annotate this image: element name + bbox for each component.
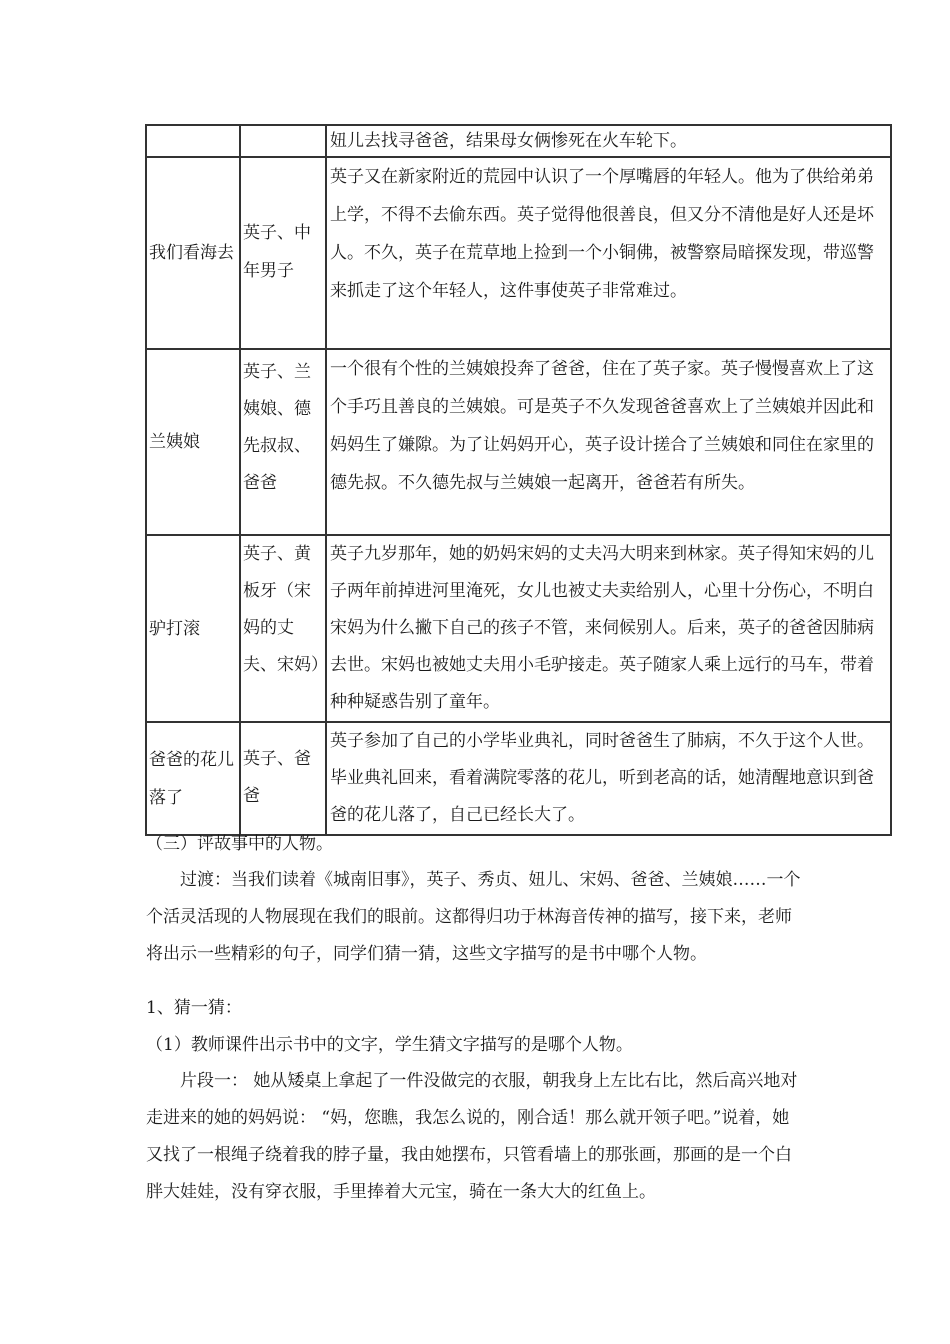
- section-heading: [146, 826, 806, 863]
- table-row: [146, 722, 891, 835]
- chapter-cell: 驴打滚: [146, 535, 240, 722]
- summary-cell: 英子参加了自己的小学毕业典礼，同时爸爸生了肺病，不久于这个人世。毕业典礼回来，看着满院零落的花儿，听到老高的话，她清醒地意识到爸爸的花儿落了，自己已经长大了。: [326, 722, 891, 835]
- table-row: [146, 535, 891, 722]
- characters-cell: 英子、中年男子: [240, 157, 326, 349]
- summary-cell: 妞儿去找寻爸爸，结果母女俩惨死在火车轮下。: [326, 125, 891, 157]
- guess-instruction-text: （1）教师课件出示书中的文字，学生猜文字描写的是哪个人物。: [146, 1035, 633, 1055]
- guess-title-text: 1、猜一猜：: [146, 998, 242, 1018]
- transition-text: 过渡：当我们读着《城南旧事》，英子、秀贞、妞儿、宋妈、爸爸、兰姨娘……一个个活灵活现的人物展现在我们的眼前。这都得归功于林海音传神的描写，接下来，老师将出示一些精彩的句子，同学们猜一猜，这些文字描写的是书中哪个人物。: [146, 870, 801, 964]
- characters-cell: 英子、黄板牙（宋妈的丈夫、宋妈）: [240, 535, 326, 722]
- guess-title: [146, 990, 806, 1027]
- characters-cell: 英子、兰姨娘、德先叔叔、爸爸: [240, 349, 326, 535]
- chapter-cell: 我们看海去: [146, 157, 240, 349]
- transition-paragraph: [146, 862, 806, 973]
- table-row: [146, 125, 891, 157]
- guess-instruction: [146, 1027, 806, 1064]
- excerpt-paragraph: [146, 1063, 806, 1211]
- summary-cell: 一个很有个性的兰姨娘投奔了爸爸，住在了英子家。英子慢慢喜欢上了这个手巧且善良的兰姨娘。可是英子不久发现爸爸喜欢上了兰姨娘并因此和妈妈生了嫌隙。为了让妈妈开心，英子设计搓合了兰姨娘和同住在家里的德先叔。不久德先叔与兰姨娘一起离开，爸爸若有所失。: [326, 349, 891, 535]
- characters-cell: [240, 125, 326, 157]
- chapter-cell: 兰姨娘: [146, 349, 240, 535]
- section-heading-text: （三）评故事中的人物。: [146, 834, 333, 854]
- characters-cell: 英子、爸爸: [240, 722, 326, 835]
- table-row: [146, 157, 891, 349]
- excerpt-text: 片段一： 她从矮桌上拿起了一件没做完的衣服，朝我身上左比右比，然后高兴地对走进来的她的妈妈说： “妈，您瞧，我怎么说的，刚合适！那么就开领子吧。”说着，她又找了一根绳子绕着我的脖子量，我由她摆布，只管看墙上的那张画，那画的是一个白胖大娃娃，没有穿衣服，手里捧着大元宝，骑在一条大大的红鱼上。: [146, 1071, 798, 1202]
- summary-cell: 英子又在新家附近的荒园中认识了一个厚嘴唇的年轻人。他为了供给弟弟上学，不得不去偷东西。英子觉得他很善良，但又分不清他是好人还是坏人。不久，英子在荒草地上捡到一个小铜佛，被警察局暗探发现，带巡警来抓走了这个年轻人，这件事使英子非常难过。: [326, 157, 891, 349]
- summary-cell: 英子九岁那年，她的奶妈宋妈的丈夫冯大明来到林家。英子得知宋妈的儿子两年前掉进河里淹死，女儿也被丈夫卖给别人，心里十分伤心，不明白宋妈为什么撇下自己的孩子不管，来伺候别人。后来，英子的爸爸因肺病去世。宋妈也被她丈夫用小毛驴接走。英子随家人乘上远行的马车，带着种种疑惑告别了童年。: [326, 535, 891, 722]
- chapter-cell: 爸爸的花儿落了: [146, 722, 240, 835]
- table-row: [146, 349, 891, 535]
- chapter-cell: [146, 125, 240, 157]
- story-summary-table: [145, 124, 892, 836]
